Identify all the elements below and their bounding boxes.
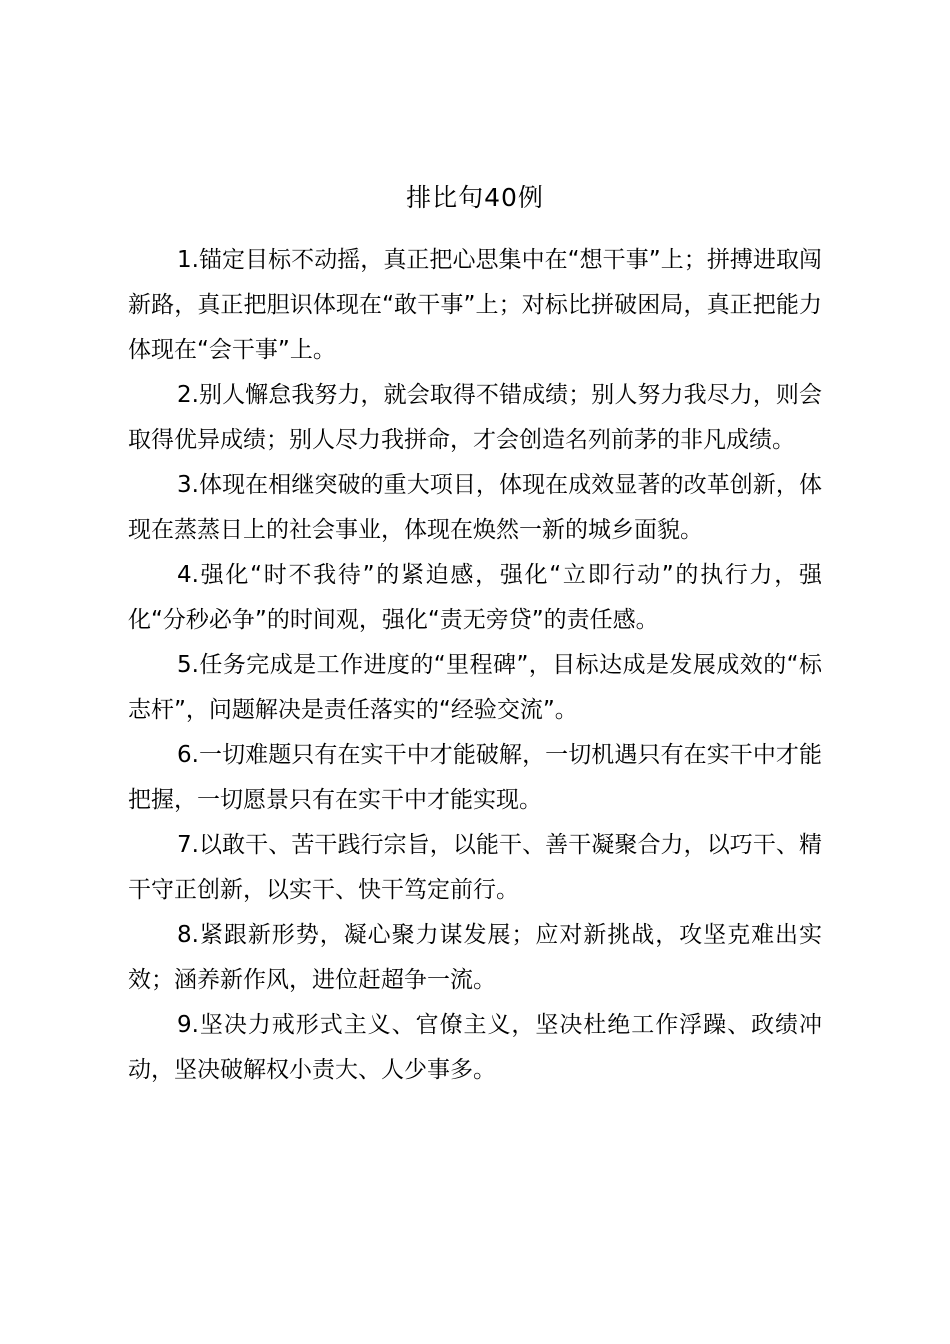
paragraph-3: 3.体现在相继突破的重大项目，体现在成效显著的改革创新，体现在蒸蒸日上的社会事业，体现在焕然一新的城乡面貌。 <box>128 472 822 543</box>
paragraph-4: 4.强化“时不我待”的紧迫感，强化“立即行动”的执行力，强化“分秒必争”的时间观，强化“责无旁贷”的责任感。 <box>128 562 822 633</box>
paragraph-7: 7.以敢干、苦干践行宗旨，以能干、善干凝聚合力，以巧干、精干守正创新，以实干、快干笃定前行。 <box>128 832 822 903</box>
paragraph-2: 2.别人懈怠我努力，就会取得不错成绩；别人努力我尽力，则会取得优异成绩；别人尽力我拼命，才会创造名列前茅的非凡成绩。 <box>128 382 822 453</box>
paragraph-9: 9.坚决力戒形式主义、官僚主义，坚决杜绝工作浮躁、政绩冲动，坚决破解权小责大、人少事多。 <box>128 1012 822 1083</box>
document-body <box>128 238 822 1093</box>
paragraph-8: 8.紧跟新形势，凝心聚力谋发展；应对新挑战，攻坚克难出实效；涵养新作风，进位赶超争一流。 <box>128 922 822 993</box>
document-title: 排比句40例 <box>406 183 544 212</box>
paragraph-5: 5.任务完成是工作进度的“里程碑”，目标达成是发展成效的“标志杆”，问题解决是责任落实的“经验交流”。 <box>128 652 822 723</box>
paragraph-1: 1.锚定目标不动摇，真正把心思集中在“想干事”上；拼搏进取闯新路，真正把胆识体现在“敢干事”上；对标比拼破困局，真正把能力体现在“会干事”上。 <box>128 247 822 363</box>
paragraph-6: 6.一切难题只有在实干中才能破解，一切机遇只有在实干中才能把握，一切愿景只有在实干中才能实现。 <box>128 742 822 813</box>
